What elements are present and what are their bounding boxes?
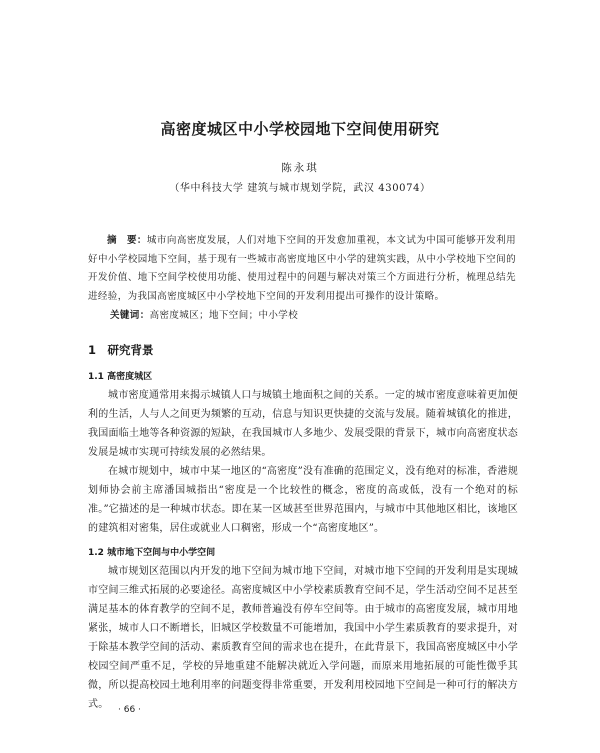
- keywords-label: 关键词：: [110, 310, 150, 321]
- subsection-heading: 1.2 城市地下空间与中小学空间: [88, 548, 216, 558]
- keywords-text: 高密度城区；地下空间；中小学校: [149, 310, 299, 321]
- author-affiliation: （华中科技大学 建筑与城市规划学院，武汉 430074）: [169, 183, 431, 194]
- subsection-heading: 1.1 高密度城区: [88, 372, 153, 382]
- author-name: 陈永琪: [281, 162, 319, 174]
- paragraph: 在城市规划中，城市中某一地区的“高密度”没有准确的范围定义，没有绝对的标准，香港规划师协会前主席潘国城指出“密度是一个比较性的概念，密度的高或低，没有一个绝对的标准。”它描述的是一种城市状态。即在某一区域甚至世界范围内，与城市中其他地区相比，该地区的建筑相对密集，居住或就业人口稠密，形成一个“高密度地区”。: [88, 466, 518, 534]
- paper-title: 高密度城区中小学校园地下空间使用研究: [160, 120, 440, 138]
- page-number: · 66 ·: [118, 705, 141, 715]
- abstract-label: 摘 要：: [107, 235, 147, 246]
- section-heading: 1 研究背景: [88, 343, 154, 357]
- abstract: [88, 232, 516, 306]
- keywords: [110, 307, 520, 321]
- abstract-text: 城市向高密度发展，人们对地下空间的开发愈加重视，本文试为中国可能够开发利用好中小学校园地下空间，基于现有一些城市高密度地区中小学的建筑实践，从中小学校地下空间的开发价值、地下空间学校使用功能、使用过程中的问题与解决对策三个方面进行分析，梳理总结先进经验，为我国高密度城区中小学校地下空间的开发利用提出可操作的设计策略。: [88, 235, 516, 302]
- paragraph: 城市密度通常用来揭示城镇人口与城镇土地面积之间的关系。一定的城市密度意味着更加便利的生活，人与人之间更为频繁的互动，信息与知识更快捷的交流与发展。随着城镇化的推进，我国面临土地等各种资源的短缺，在我国城市人多地少、发展受限的背景下，城市向高密度状态发展是城市实现可持续发展的必然结果。: [88, 390, 518, 458]
- paragraph: 城市规划区范围以内开发的地下空间为城市地下空间，对城市地下空间的开发利用是实现城市空间三维式拓展的必要途径。高密度城区中小学校素质教育空间不足，学生活动空间不足甚至满足基本的体育教学的空间不足，教师普遍没有停车空间等。由于城市的高密度发展，城市用地紧张，城市人口不断增长，旧城区学校数量不可能增加，我国中小学生素质教育的要求提升，对于除基本教学空间的活动、素质教育空间的需求也在提升，在此背景下，我国高密度城区中小学校园空间严重不足，学校的异地重建不能解决就近入学问题，而原来用地拓展的可能性微乎其微，所以提高校园土地利用率的问题变得非常重要，开发利用校园地下空间是一种可行的解决方式。: [88, 566, 518, 710]
